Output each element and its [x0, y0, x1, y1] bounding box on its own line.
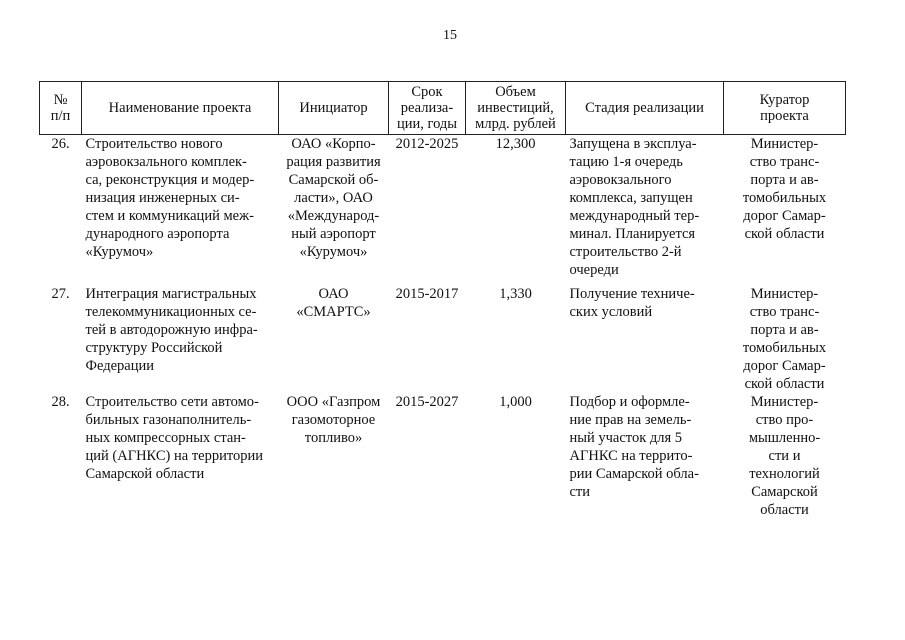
project-name: Строительство сети автомо- бильных газонаполнитель- ных компрессорных стан- ций (АГНКС) на территории Самарской области [85, 394, 264, 482]
page-number: 15 [443, 28, 457, 43]
header-volume: Объем инвестиций, млрд. рублей [466, 82, 566, 135]
row-num: 27. [51, 286, 70, 302]
table-row [40, 393, 846, 519]
project-term: 2015-2027 [395, 394, 459, 410]
project-volume: 12,300 [495, 136, 536, 152]
row-num: 26. [51, 136, 70, 152]
header-term: Срок реализа- ции, годы [389, 82, 466, 135]
project-initiator: ОАО «Корпо- рация развития Самарской об- ласти», ОАО «Международ- ный аэропорт «Курумоч» [286, 136, 381, 260]
header-num: № п/п [40, 82, 82, 135]
project-name: Строительство нового аэровокзального комплек- са, реконструкция и модер- низация инженерных си- стем и коммуникаций меж- дународного аэропорта «Курумоч» [85, 136, 255, 260]
project-term: 2012-2025 [395, 136, 459, 152]
project-curator: Министер- ство про- мышленно- сти и технологий Самарской области [748, 394, 821, 518]
project-stage: Получение техниче- ских условий [569, 286, 695, 320]
project-volume: 1,000 [499, 394, 532, 410]
project-stage: Запущена в эксплуа- тацию 1-я очередь аэровокзального комплекса, запущен международный тер- минал. Планируется строительство 2-й очереди [569, 136, 700, 278]
project-curator: Министер- ство транс- порта и ав- томобильных дорог Самар- ской области [742, 136, 827, 242]
table-header [40, 82, 846, 135]
row-num: 28. [51, 394, 70, 410]
project-term: 2015-2017 [395, 286, 459, 302]
header-row [40, 82, 846, 135]
header-name: Наименование проекта [82, 82, 279, 135]
project-initiator: ООО «Газпром газомоторное топливо» [286, 394, 381, 446]
header-curator: Куратор проекта [724, 82, 846, 135]
projects-table [39, 81, 846, 519]
table-body [40, 135, 846, 520]
table-row [40, 285, 846, 393]
project-volume: 1,330 [499, 286, 532, 302]
project-name: Интеграция магистральных телекоммуникационных се- тей в автодорожную инфра- структуру Российской Федерации [85, 286, 258, 374]
project-stage: Подбор и оформле- ние прав на земель- ный участок для 5 АГНКС на террито- рии Самарской обла- сти [569, 394, 699, 500]
header-stage: Стадия реализации [566, 82, 724, 135]
header-initiator: Инициатор [279, 82, 389, 135]
project-initiator: ОАО «СМАРТС» [296, 286, 371, 320]
table-row [40, 135, 846, 286]
project-curator: Министер- ство транс- порта и ав- томобильных дорог Самар- ской области [742, 286, 827, 392]
projects-table-container [39, 81, 845, 519]
